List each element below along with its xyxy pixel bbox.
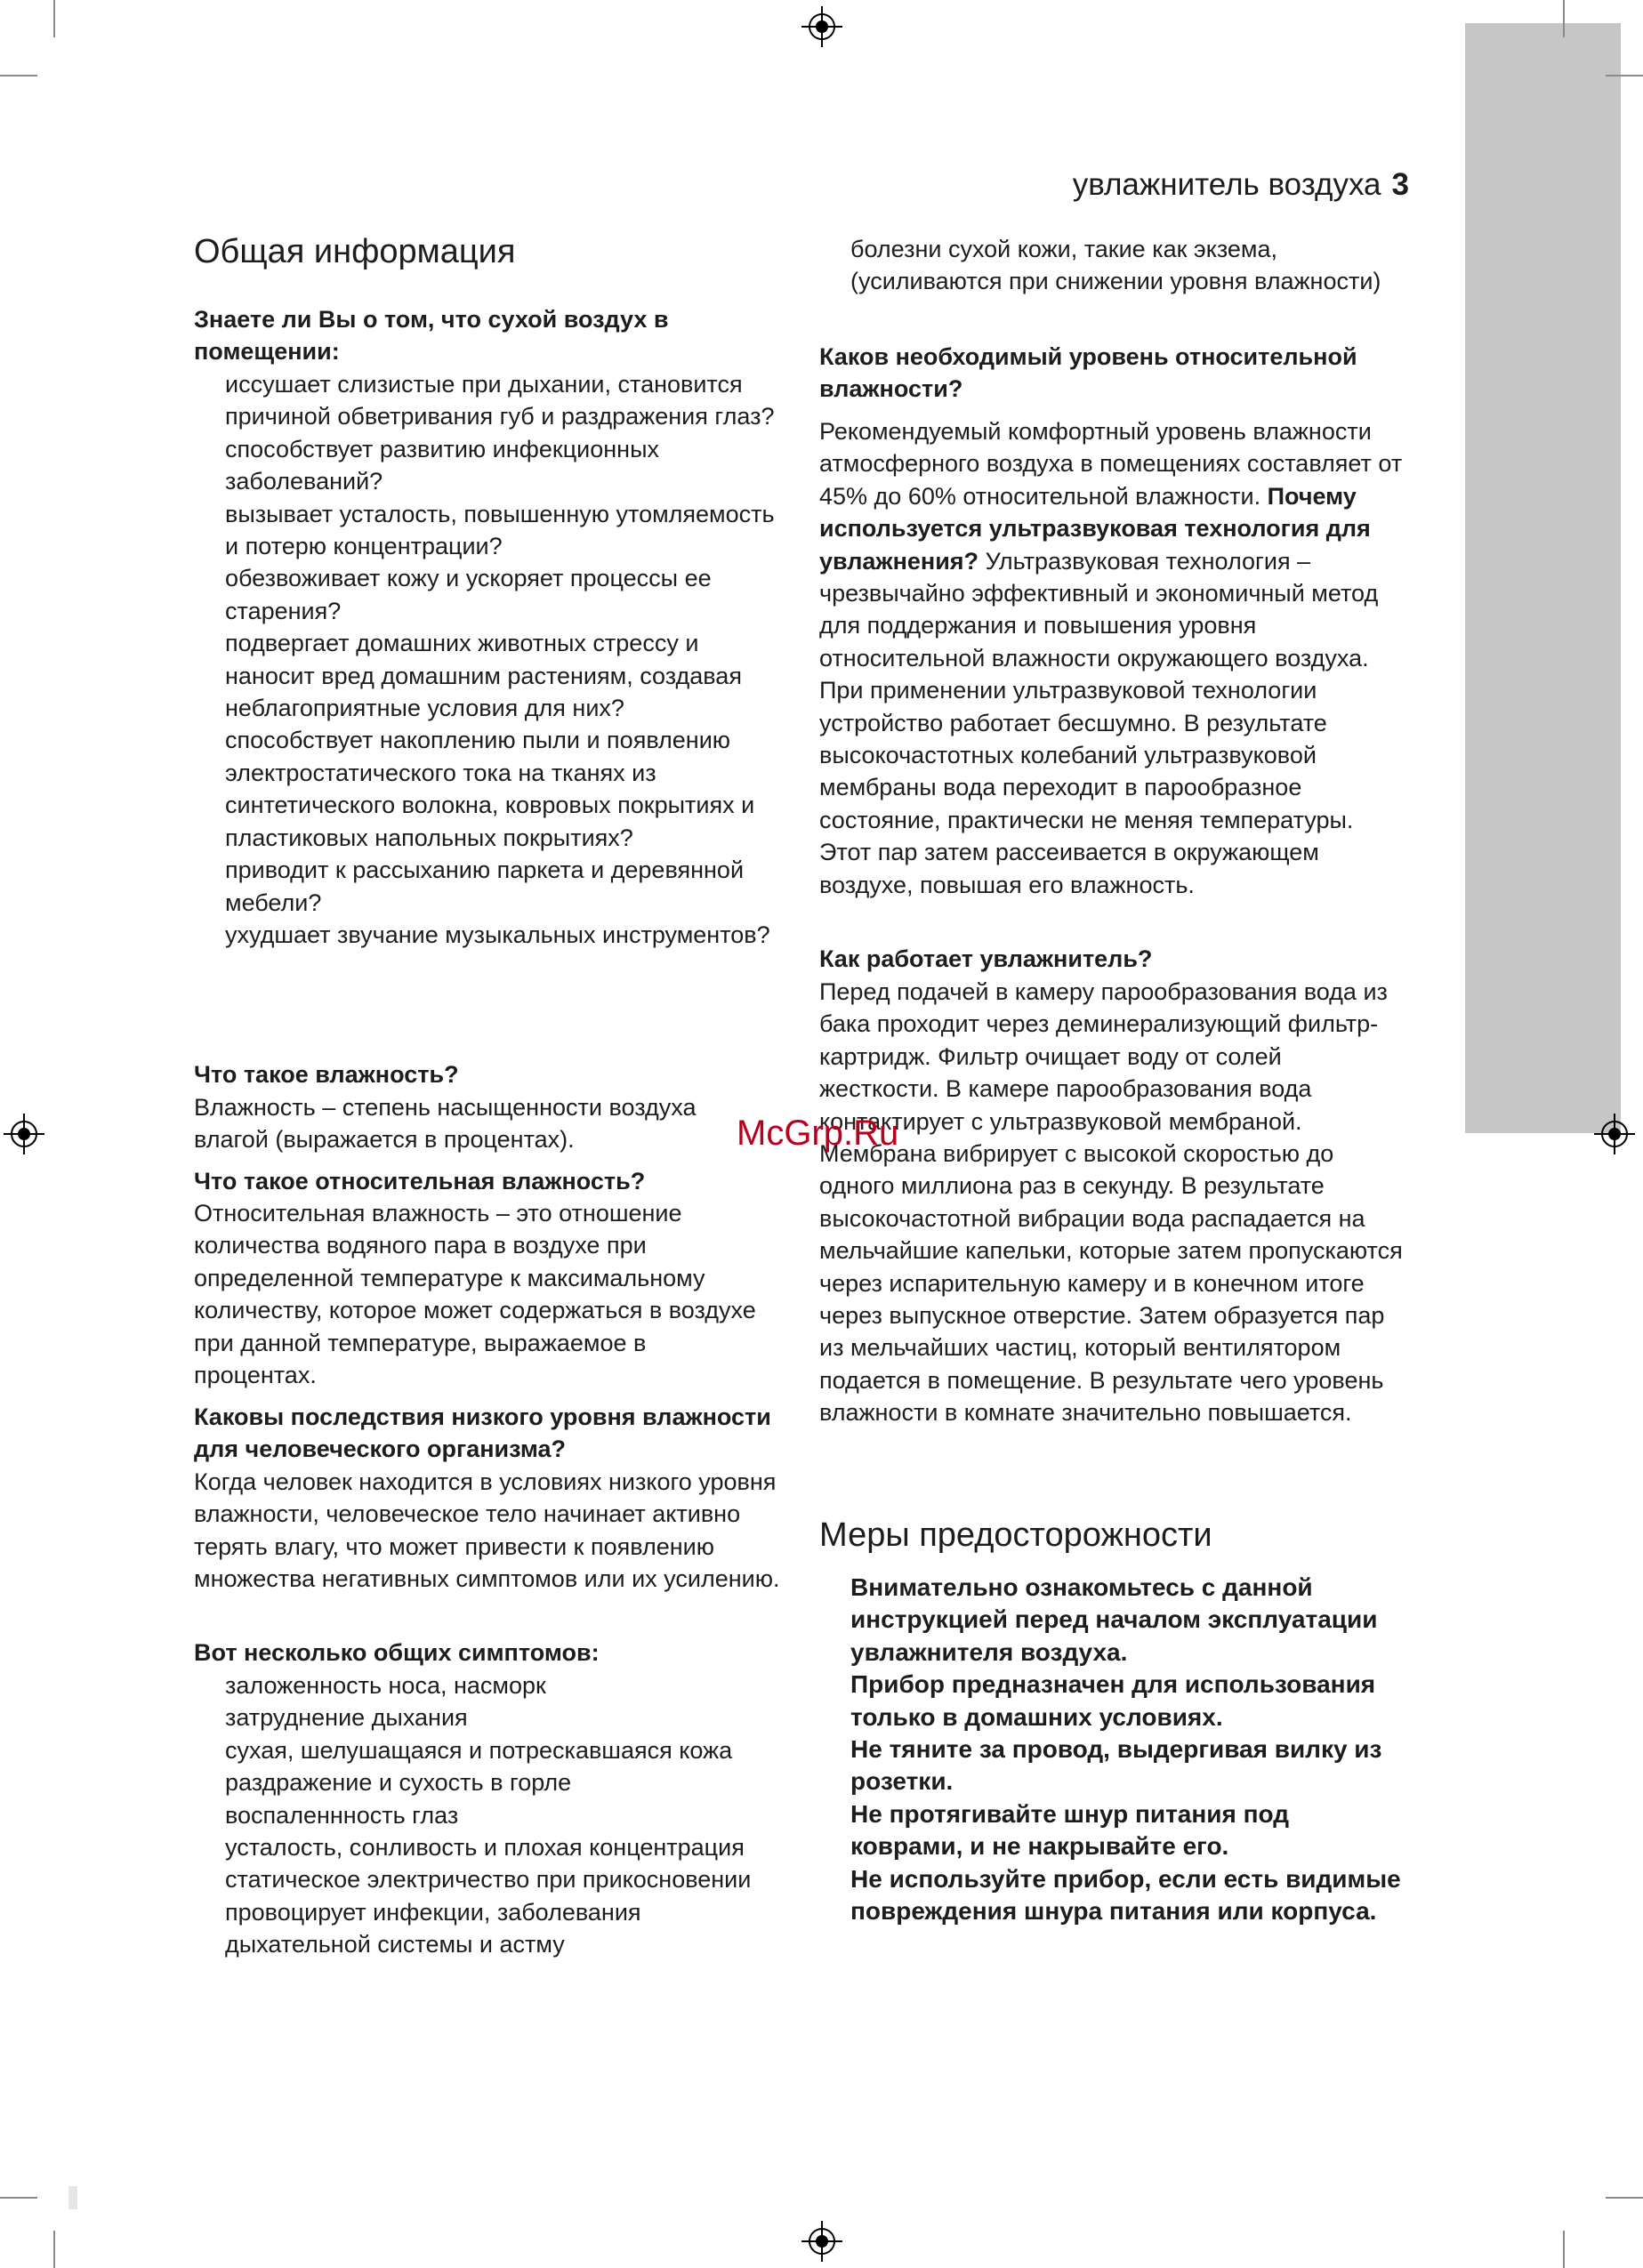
answer-ultrasonic: Ультразвуковая технология – чрезвычайно эффективный и экономичный метод для поддержания и повышения уровня относительной влажности окружающего воздуха. При применении ультразвуковой технологии устройство работает бесшумно. В результате высокочастотных колебаний ультразвуковой мембраны вода переходит в парообразное состояние, практически не меняя температуры. Этот пар затем рассеивается в окружающем воздухе, повышая его влажность.: [819, 547, 1379, 898]
precaution-item: Внимательно ознакомьтесь с данной инструкцией перед началом эксплуатации увлажнителя воздуха.: [850, 1573, 1378, 1666]
print-mark: [68, 2186, 77, 2209]
registration-mark-icon: [1594, 1114, 1635, 1154]
crop-mark: [0, 75, 37, 76]
crop-mark: [0, 2197, 37, 2199]
list-item: способствует развитию инфекционных заболеваний?: [225, 435, 659, 495]
list-item: вызывает усталость, повышенную утомляемость и потерю концентрации?: [225, 500, 775, 560]
answer-required-humidity-text: Рекомендуемый комфортный уровень влажности атмосферного воздуха в помещениях составляет от 45% до 60% относительной влажности.: [819, 418, 1403, 510]
section-title-general: Общая информация: [194, 233, 516, 270]
crop-mark: [53, 2231, 55, 2268]
precaution-item: Не протягивайте шнур питания под коврами, и не накрывайте его.: [850, 1799, 1290, 1861]
symptoms-list-continued: [819, 233, 1406, 298]
running-header: [1073, 167, 1409, 203]
question-relative-humidity: Что такое относительная влажность?: [194, 1168, 646, 1194]
list-item: сухая, шелушащаяся и потрескавшаяся кожа: [225, 1736, 733, 1764]
list-item: болезни сухой кожи, такие как экзема, (усиливаются при снижении уровня влажности): [850, 236, 1381, 295]
watermark: McGrp.Ru: [737, 1114, 899, 1153]
list-item: способствует накоплению пыли и появлению электростатического тока на тканях из синтетического волокна, ковровых покрытиях и пластиковых напольных покрытиях?: [225, 727, 755, 851]
answer-low-humidity-effects: Когда человек находится в условиях низкого уровня влажности, человеческое тело начинает активно терять влагу, что может привести к появлению множества негативных симптомов или их усилению.: [194, 1468, 780, 1593]
list-item: обезвоживает кожу и ускоряет процессы ее старения?: [225, 565, 712, 624]
question-dry-air: Знаете ли Вы о том, что сухой воздух в помещении:: [194, 306, 669, 366]
symptoms-list: [194, 1669, 790, 1961]
crop-mark: [1606, 75, 1643, 76]
question-how-it-works: Как работает увлажнитель?: [819, 945, 1153, 972]
list-item: подвергает домашних животных стрессу и наносит вред домашним растениям, создавая неблагоприятные условия для них?: [225, 630, 742, 722]
precaution-item: Не используйте прибор, если есть видимые повреждения шнура питания или корпуса.: [850, 1864, 1401, 1926]
crop-mark: [53, 0, 55, 37]
registration-mark-icon: [4, 1114, 44, 1154]
precautions-list: [850, 1572, 1406, 1927]
list-item: затруднение дыхания: [225, 1704, 468, 1732]
registration-mark-icon: [801, 2221, 842, 2262]
list-item: раздражение и сухость в горле: [225, 1769, 572, 1797]
precaution-item: Не тяните за провод, выдергивая вилку из розетки.: [850, 1735, 1382, 1796]
list-item: приводит к рассыханию паркета и деревянной мебели?: [225, 857, 745, 916]
question-humidity: Что такое влажность?: [194, 1061, 459, 1088]
answer-relative-humidity: Относительная влажность – это отношение количества водяного пара в воздухе при определенной температуре к максимальному количеству, которое может содержаться в воздухе при данной температуре, выражаемое в процентах.: [194, 1200, 756, 1389]
question-ultrasonic: Почему используется ультразвуковая технология для увлажнения?: [819, 482, 1371, 575]
precaution-item: Прибор предназначен для использования только в домашних условиях.: [850, 1670, 1376, 1731]
list-item: иссушает слизистые при дыхании, становится причиной обветривания губ и раздражения глаз?: [225, 371, 775, 430]
question-required-humidity: Каков необходимый уровень относительной влажности?: [819, 343, 1357, 403]
dry-air-list: [194, 368, 790, 951]
list-item: воспаленнность глаз: [225, 1801, 459, 1829]
list-item: заложенность носа, насморк: [225, 1672, 546, 1699]
answer-required-humidity: [819, 415, 1406, 901]
page-number: 3: [1391, 167, 1409, 202]
list-item: ухудшает звучание музыкальных инструментов?: [225, 921, 770, 948]
chapter-tab: [1465, 23, 1621, 1133]
header-title: увлажнитель воздуха: [1072, 167, 1381, 202]
answer-humidity: Влажность – степень насыщенности воздуха влагой (выражается в процентах).: [194, 1094, 697, 1154]
list-item: статическое электричество при прикосновении: [225, 1866, 752, 1894]
crop-mark: [1563, 2231, 1565, 2268]
list-item: усталость, сонливость и плохая концентрация: [225, 1834, 745, 1862]
answer-how-it-works: Перед подачей в камеру парообразования вода из бака проходит через деминерализующий фильтр-картридж. Фильтр очищает воду от солей жесткости. В камере парообразования вода контактирует с ультразвуковой мембраной. Мембрана вибрирует с высокой скоростью до одного миллиона раз в секунду. В результате высокочастотной вибрации вода распадается на мельчайшие капельки, которые затем пропускаются через испарительную камеру и в конечном итоге через выпускное отверстие. Затем образуется пар из мельчайших частиц, который вентилятором подается в помещение. В результате чего уровень влажности в комнате значительно повышается.: [819, 978, 1403, 1427]
crop-mark: [1606, 2197, 1643, 2199]
registration-mark-icon: [801, 6, 842, 47]
section-title-precautions: Меры предосторожности: [819, 1516, 1212, 1554]
question-low-humidity-effects: Каковы последствия низкого уровня влажности для человеческого организма?: [194, 1403, 771, 1463]
crop-mark: [1563, 0, 1565, 37]
question-symptoms: Вот несколько общих симптомов:: [194, 1639, 600, 1666]
list-item: провоцирует инфекции, заболевания дыхательной системы и астму: [225, 1898, 641, 1958]
